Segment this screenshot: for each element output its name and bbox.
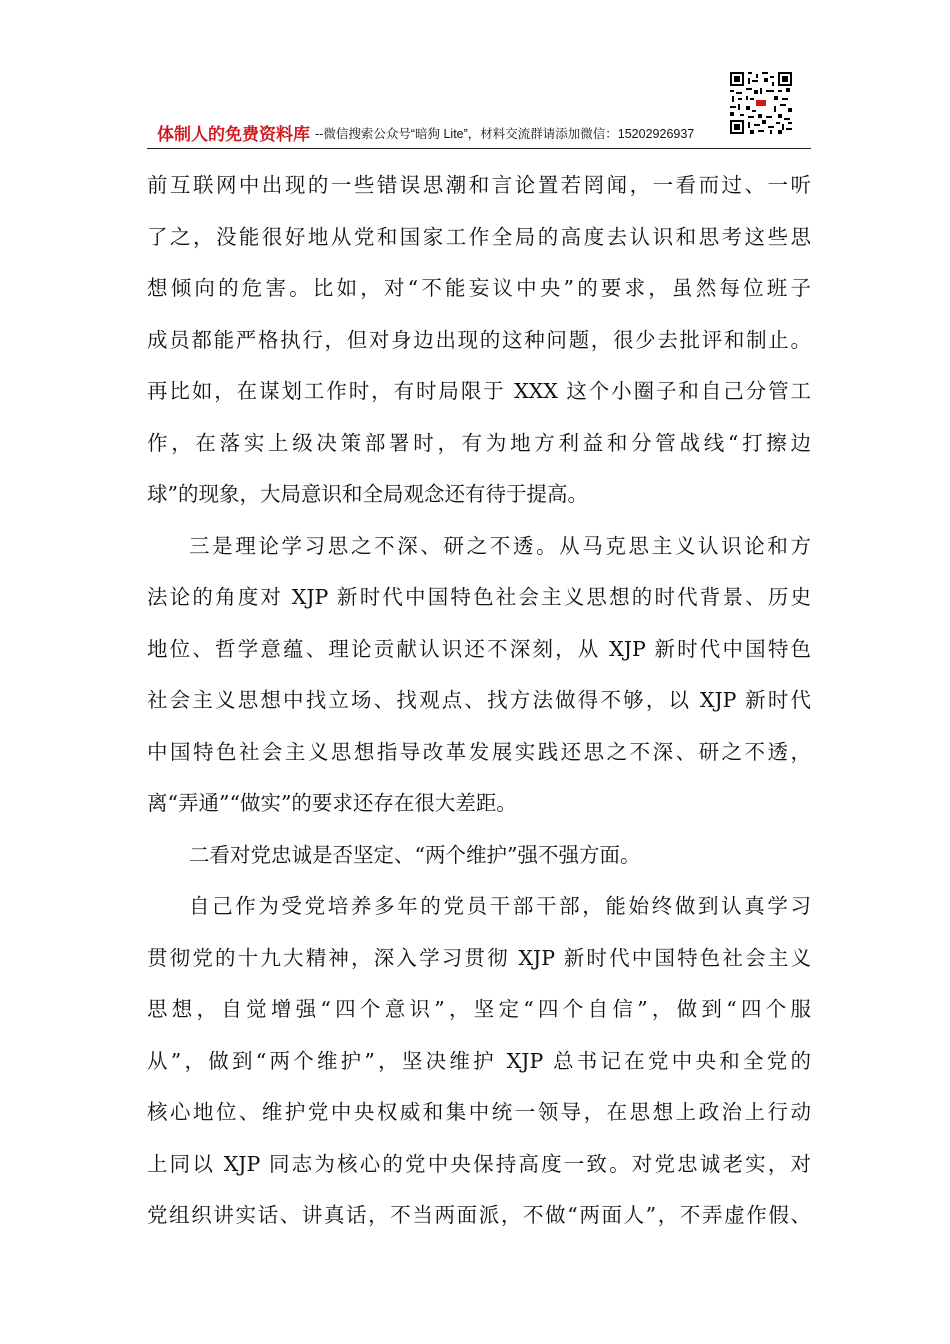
text-line: 中国特色社会主义思想指导改革发展实践还思之不深、研之不透，	[147, 739, 811, 764]
page-header	[147, 118, 811, 149]
header-title: 体制人的免费资料库	[157, 125, 310, 145]
text-line: 成员都能严格执行，但对身边出现的这种问题，很少去批评和制止。	[147, 327, 811, 352]
text-line: 法论的角度对 XJP 新时代中国特色社会主义思想的时代背景、历史	[147, 585, 811, 609]
text-line: 上同以 XJP 同志为核心的党中央保持高度一致。对党忠诚老实，对	[147, 1151, 811, 1176]
text-line: 党组织讲实话、讲真话，不当两面派，不做“两面人”，不弄虚作假、	[147, 1203, 811, 1227]
text-line: 思想，自觉增强“四个意识”，坚定“四个自信”，做到“四个服	[147, 997, 811, 1021]
text-line: 作，在落实上级决策部署时，有为地方利益和分管战线“打擦边	[147, 430, 811, 455]
document-body	[147, 160, 811, 1242]
text-line: 社会主义思想中找立场、找观点、找方法做得不够，以 XJP 新时代	[147, 688, 811, 712]
text-line: 三是理论学习思之不深、研之不透。从马克思主义认识论和方	[189, 533, 811, 558]
header-subtitle: --微信搜索公众号“暗狗 Lite”，材料交流群请添加微信：15202926937	[315, 127, 695, 141]
text-line: 核心地位、维护党中央权威和集中统一领导，在思想上政治上行动	[147, 1100, 811, 1124]
text-line: 前互联网中出现的一些错误思潮和言论置若罔闻，一看而过、一听	[147, 173, 811, 197]
text-line: 自己作为受党培养多年的党员干部干部，能始终做到认真学习	[189, 894, 811, 918]
text-line: 了之，没能很好地从党和国家工作全局的高度去认识和思考这些思	[147, 224, 811, 249]
text-line: 贯彻党的十九大精神，深入学习贯彻 XJP 新时代中国特色社会主义	[147, 945, 811, 970]
section-heading: 二看对党忠诚是否坚定、“两个维护”强不强方面。	[189, 842, 641, 867]
text-line: 地位、哲学意蕴、理论贡献认识还不深刻，从 XJP 新时代中国特色	[147, 636, 811, 661]
text-line: 从”，做到“两个维护”，坚决维护 XJP 总书记在党中央和全党的	[147, 1048, 811, 1073]
text-line: 离“弄通”“做实”的要求还存在很大差距。	[147, 791, 517, 815]
text-line: 想倾向的危害。比如，对“不能妄议中央”的要求，虽然每位班子	[147, 276, 811, 300]
text-line: 再比如，在谋划工作时，有时局限于 XXX 这个小圈子和自己分管工	[147, 379, 811, 403]
text-line: 球”的现象，大局意识和全局观念还有待于提高。	[147, 482, 588, 506]
